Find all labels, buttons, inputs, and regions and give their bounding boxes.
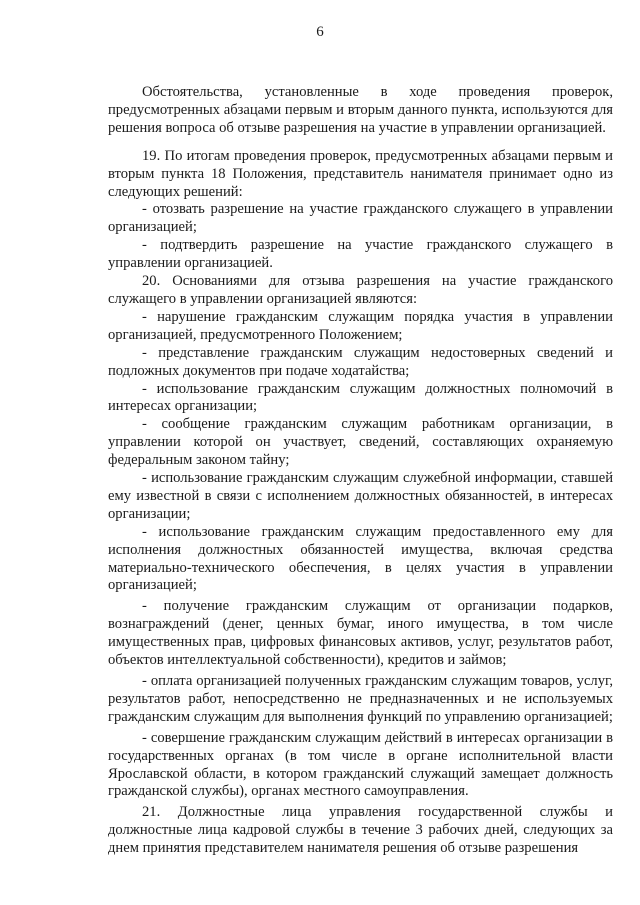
list-item: - подтвердить разрешение на участие гражданского служащего в управлении организацией. (108, 237, 613, 272)
document-body (108, 84, 613, 858)
list-item: - сообщение гражданским служащим работникам организации, в управлении которой он участвует, сведений, составляющих охраняемую федеральным законом тайну; (108, 416, 613, 469)
list-item: - нарушение гражданским служащим порядка участия в управлении организацией, предусмотренного Положением; (108, 308, 613, 343)
paragraph-item-19: 19. По итогам проведения проверок, предусмотренных абзацами первым и вторым пункта 18 Положения, представитель нанимателя принимает одно из следующих решений: (108, 147, 613, 200)
list-item: - использование гражданским служащим должностных полномочий в интересах организации; (108, 380, 613, 415)
list-item: - отозвать разрешение на участие гражданского служащего в управлении организацией; (108, 201, 613, 236)
list-item: - использование гражданским служащим предоставленного ему для исполнения должностных обязанностей имущества, включая средства материально-технического обеспечения, в целях участия в управлении организацией; (108, 523, 613, 594)
list-item: - получение гражданским служащим от организации подарков, вознаграждений (денег, ценных бумаг, иного имущества, в том числе имущественных прав, цифровых финансовых активов, услуг, результатов работ, объектов интеллектуальной собственности), кредитов и займов; (108, 598, 613, 669)
list-item: - совершение гражданским служащим действий в интересах организации в государственных органах (в том числе в органе исполнительной власти Ярославской области, в котором гражданский служащий замещает должность гражданской службы), органах местного самоуправления. (108, 729, 613, 800)
list-item: - оплата организацией полученных гражданским служащим товаров, услуг, результатов работ, непосредственно не предназначенных и не используемых гражданским служащим для выполнения функций по управлению организацией; (108, 673, 613, 725)
paragraph-item-20: 20. Основаниями для отзыва разрешения на участие гражданского служащего в управлении организацией являются: (108, 273, 613, 307)
list-item: - представление гражданским служащим недостоверных сведений и подложных документов при подаче ходатайства; (108, 344, 613, 379)
paragraph-circumstances: Обстоятельства, установленные в ходе проведения проверок, предусмотренных абзацами первым и вторым данного пункта, используются для решения вопроса об отзыве разрешения на участие в управлении организацией. (108, 84, 613, 136)
list-item: - использование гражданским служащим служебной информации, ставшей ему известной в связи с исполнением должностных обязанностей, в интересах организации; (108, 470, 613, 522)
page-number: 6 (316, 24, 324, 40)
paragraph-item-21: 21. Должностные лица управления государственной службы и должностные лица кадровой службы в течение 3 рабочих дней, следующих за днем принятия представителем нанимателя решения об отзыве разрешения (108, 804, 613, 857)
